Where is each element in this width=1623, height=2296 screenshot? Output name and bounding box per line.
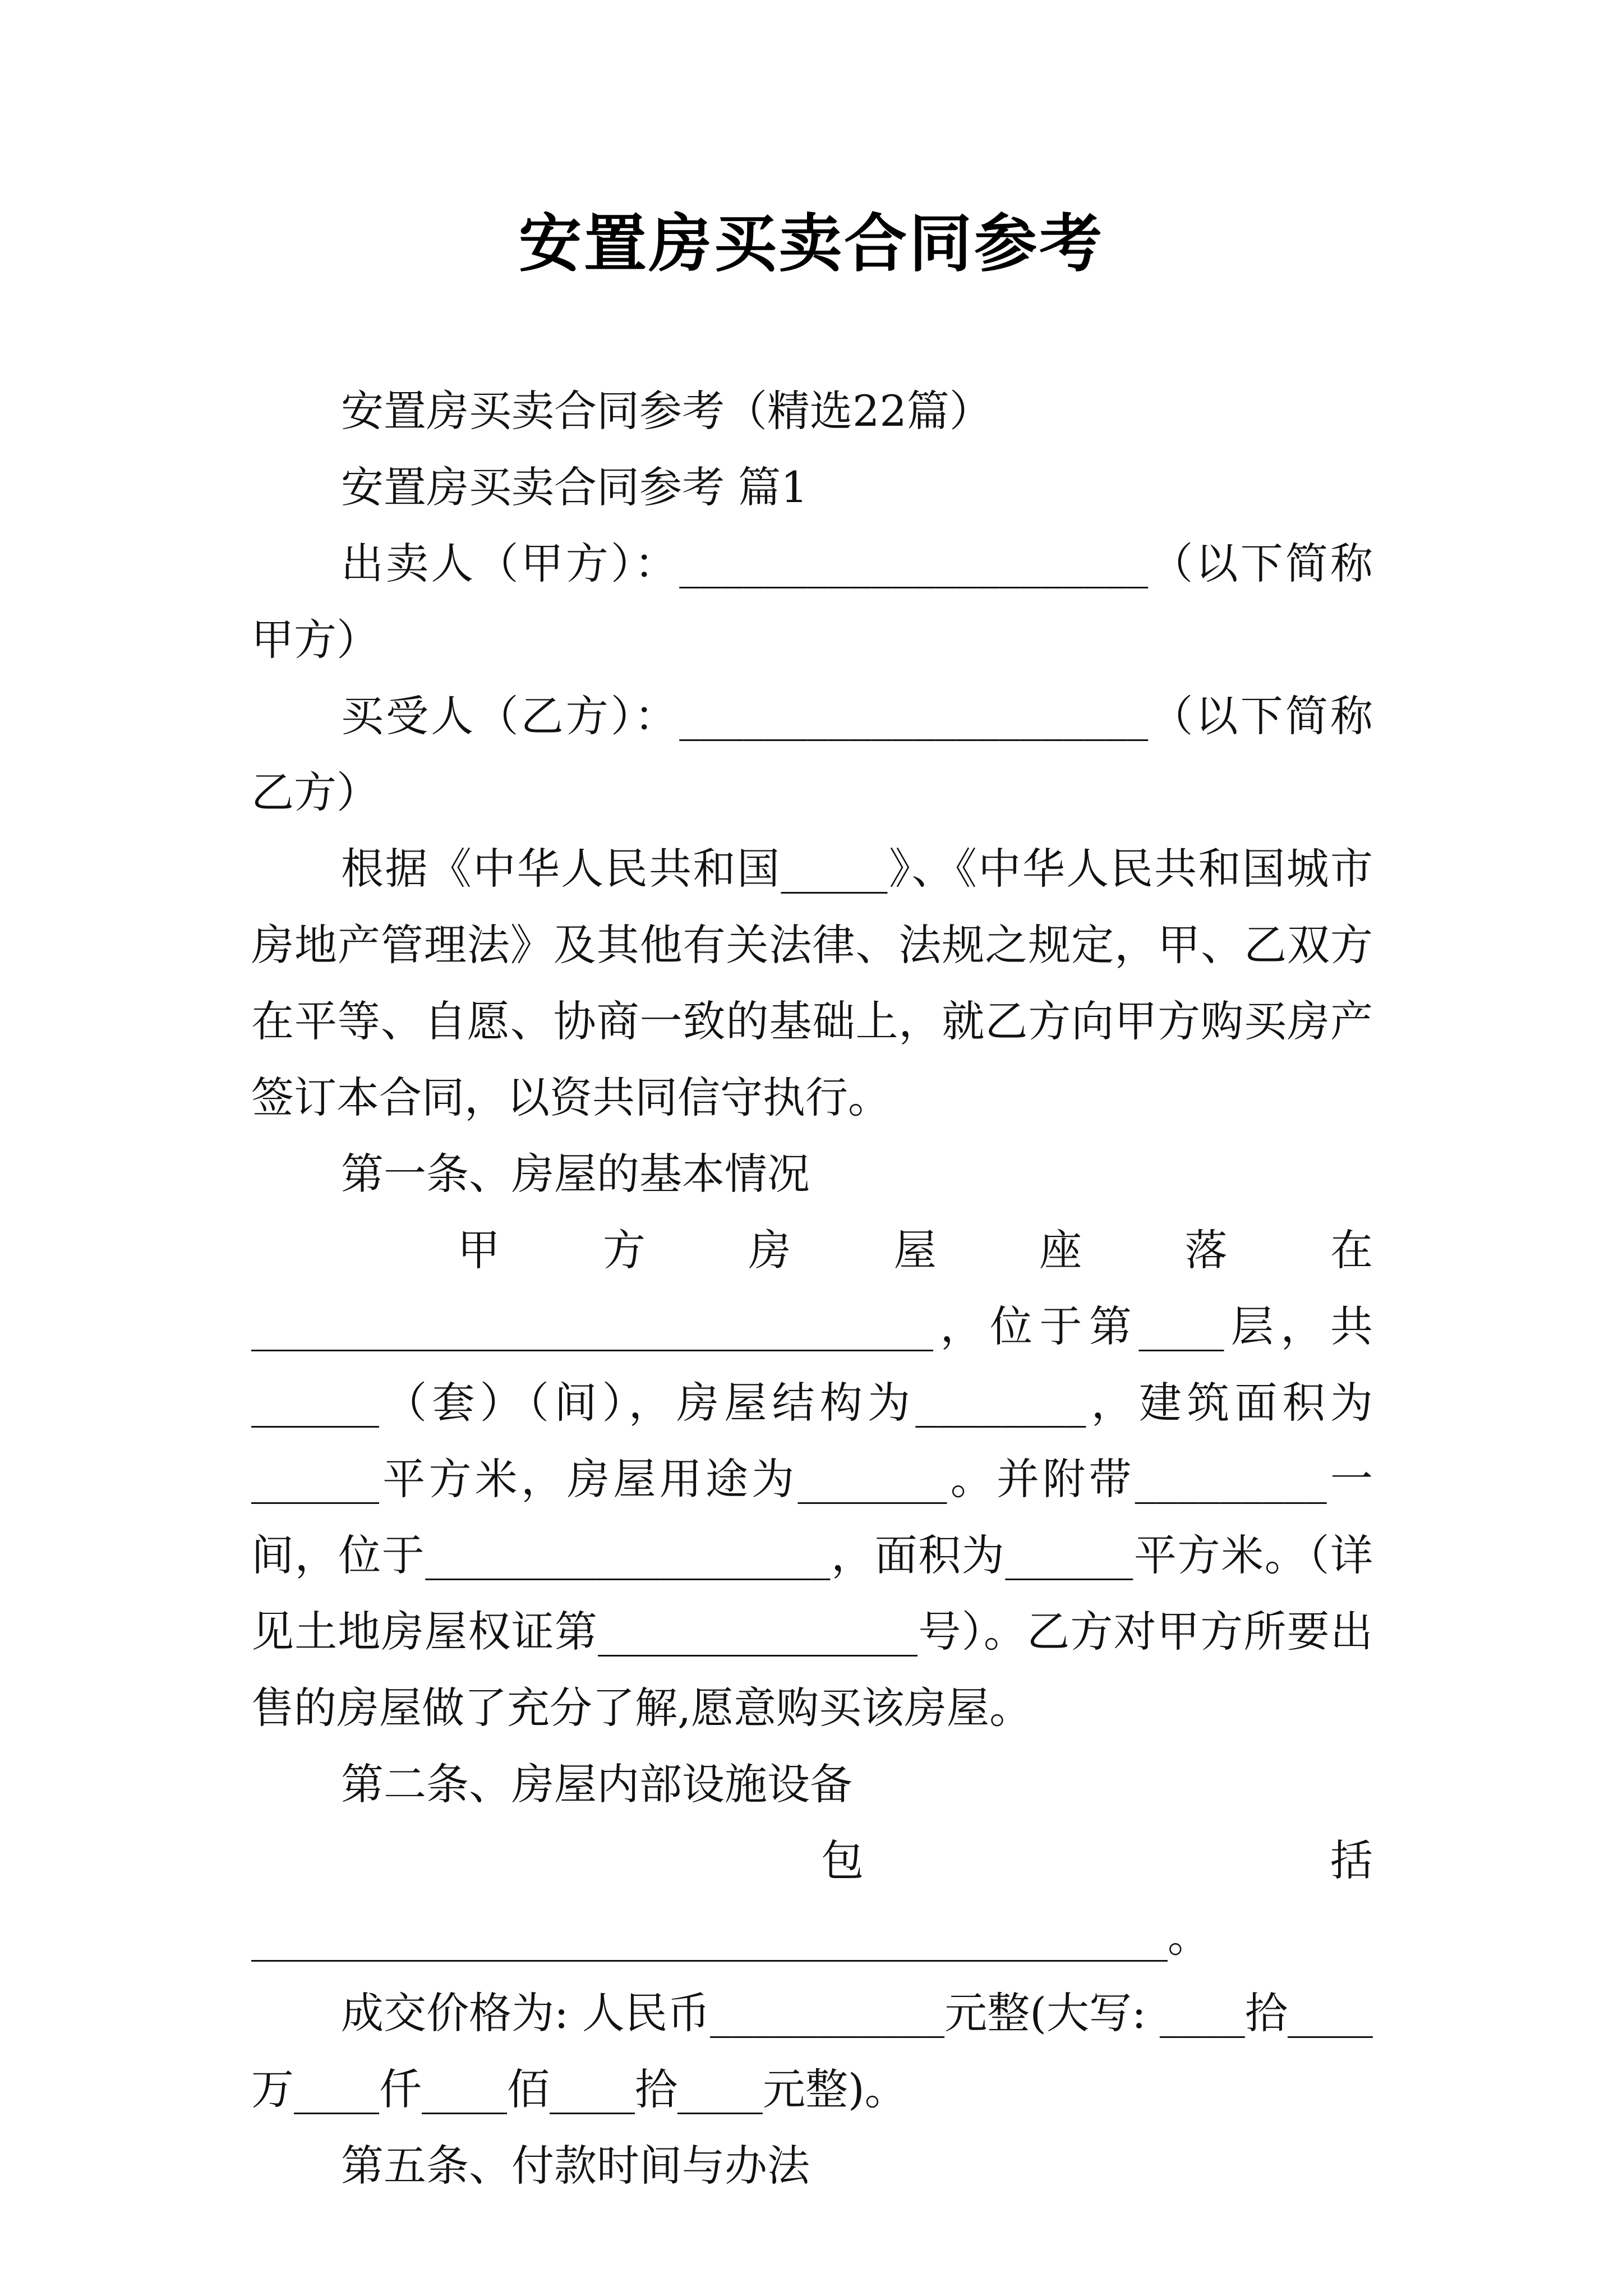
section-heading-5: 第五条、付款时间与办法 bbox=[341, 2141, 810, 2191]
paragraph-seller: 出卖人（甲方）：______________________（以下简称甲方） bbox=[251, 539, 1373, 665]
document-title: 安置房买卖合同参考 bbox=[519, 207, 1104, 280]
paragraph-buyer: 买受人（乙方）：______________________（以下简称乙方） bbox=[251, 691, 1373, 817]
document-body bbox=[251, 373, 1373, 2204]
section-heading-2: 第二条、房屋内部设施设备 bbox=[341, 1759, 852, 1809]
paragraph-preamble: 根据《中华人民共和国_____》、《中华人民共和国城市房地产管理法》及其他有关法律、法规之规定，甲、乙双方在平等、自愿、协商一致的基础上，就乙方向甲方购买房产签订本合同，以资共同信守执行。 bbox=[251, 844, 1373, 1122]
paragraph-article-heading: 安置房买卖合同参考 篇1 bbox=[341, 462, 808, 512]
paragraph-facilities: 包括___________________________________________。 bbox=[251, 1835, 1373, 1962]
section-heading-1: 第一条、房屋的基本情况 bbox=[341, 1149, 810, 1199]
paragraph-house-info: 甲方房屋座落在________________________________，位于第____层，共______（套）（间），房屋结构为________，建筑面积为______平方米，房屋用途为_______。并附带_________一间，位于___________________，面积为______平方米。（详见土地房屋权证第_______________号）。乙方对甲方所要出售的房屋做了充分了解,愿意购买该房屋。 bbox=[251, 1225, 1373, 1733]
paragraph-collection-title: 安置房买卖合同参考（精选22篇） bbox=[341, 386, 992, 436]
paragraph-price: 成交价格为: 人民币___________元整(大写: ____拾____万____仟____佰____拾____元整)。 bbox=[251, 1988, 1373, 2114]
